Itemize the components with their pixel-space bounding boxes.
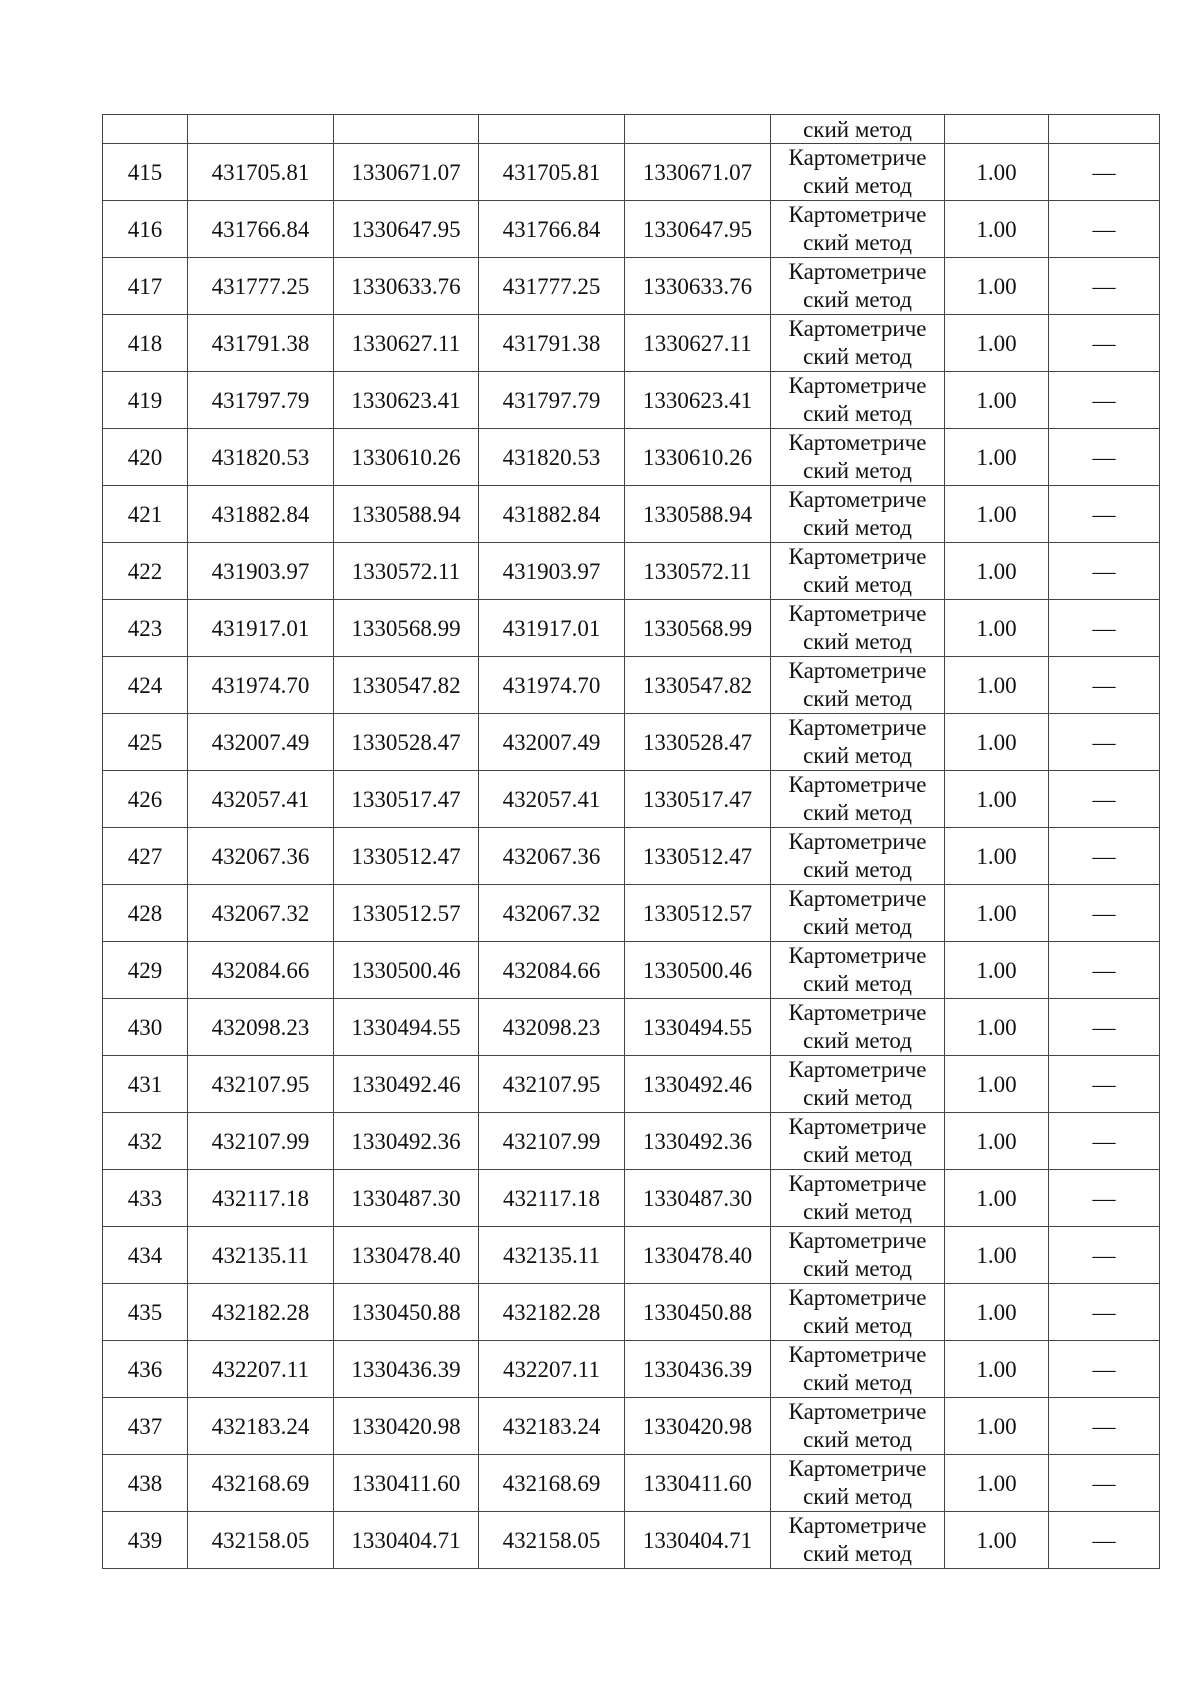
cell-note: —: [1049, 372, 1160, 429]
cell-note: —: [1049, 942, 1160, 999]
method-line2: ский метод: [803, 515, 912, 540]
cell-method: [771, 115, 945, 144]
cell-num: 426: [103, 771, 188, 828]
cell-num: 437: [103, 1398, 188, 1455]
cell-y2: 1330494.55: [625, 999, 771, 1056]
cell-y2: 1330512.47: [625, 828, 771, 885]
cell-num: 434: [103, 1227, 188, 1284]
method-line2: ский метод: [803, 572, 912, 597]
method-line1: Картометриче: [788, 487, 927, 512]
cell-accuracy: 1.00: [945, 1056, 1049, 1113]
method-line1: Картометриче: [788, 1228, 927, 1253]
cell-accuracy: 1.00: [945, 657, 1049, 714]
method-line2: ский метод: [803, 1427, 912, 1452]
method-line1: Картометриче: [788, 1285, 927, 1310]
cell-x2: 432117.18: [479, 1170, 625, 1227]
cell-note: —: [1049, 486, 1160, 543]
cell-y2: 1330623.41: [625, 372, 771, 429]
cell-x2: 431766.84: [479, 201, 625, 258]
cell-x2: 431777.25: [479, 258, 625, 315]
cell-method: [771, 429, 945, 486]
cell-note: —: [1049, 1170, 1160, 1227]
cell-y2: 1330450.88: [625, 1284, 771, 1341]
cell-num: 435: [103, 1284, 188, 1341]
cell-y2: 1330478.40: [625, 1227, 771, 1284]
cell-accuracy: 1.00: [945, 1284, 1049, 1341]
cell-accuracy: 1.00: [945, 486, 1049, 543]
cell-y2: 1330492.36: [625, 1113, 771, 1170]
cell-y2: 1330492.46: [625, 1056, 771, 1113]
cell-num: 419: [103, 372, 188, 429]
cell-note: —: [1049, 543, 1160, 600]
cell-accuracy: 1.00: [945, 429, 1049, 486]
cell-method: [771, 771, 945, 828]
cell-y2: 1330572.11: [625, 543, 771, 600]
cell-x1: 432107.99: [188, 1113, 334, 1170]
cell-y1: 1330494.55: [334, 999, 479, 1056]
cell-x2: 431791.38: [479, 315, 625, 372]
cell-y1: 1330404.71: [334, 1512, 479, 1569]
cell-x1: 431917.01: [188, 600, 334, 657]
table-row: [103, 1398, 1160, 1455]
cell-note: —: [1049, 600, 1160, 657]
cell-y1: 1330547.82: [334, 657, 479, 714]
cell-x2: 432067.32: [479, 885, 625, 942]
cell-y1: 1330411.60: [334, 1455, 479, 1512]
cell-num: 423: [103, 600, 188, 657]
cell-method: [771, 657, 945, 714]
cell-method: [771, 1227, 945, 1284]
cell-y1: 1330627.11: [334, 315, 479, 372]
method-line2: ский метод: [803, 1313, 912, 1338]
table-row: [103, 771, 1160, 828]
cell-x2: 431820.53: [479, 429, 625, 486]
cell-x2: 432168.69: [479, 1455, 625, 1512]
cell-x2: 431797.79: [479, 372, 625, 429]
cell-method: [771, 258, 945, 315]
cell-note: —: [1049, 828, 1160, 885]
cell-method: [771, 486, 945, 543]
cell-x2: 432135.11: [479, 1227, 625, 1284]
table-body: [103, 115, 1160, 1569]
cell-x2: [479, 115, 625, 144]
cell-num: 417: [103, 258, 188, 315]
table-row: [103, 201, 1160, 258]
cell-method: [771, 1284, 945, 1341]
cell-x2: 431903.97: [479, 543, 625, 600]
cell-num: 433: [103, 1170, 188, 1227]
method-line2: ский метод: [803, 1085, 912, 1110]
cell-num: 432: [103, 1113, 188, 1170]
cell-accuracy: 1.00: [945, 828, 1049, 885]
method-line2: ский метод: [803, 401, 912, 426]
cell-x2: 431705.81: [479, 144, 625, 201]
cell-x1: 431820.53: [188, 429, 334, 486]
cell-accuracy: 1.00: [945, 315, 1049, 372]
method-line2: ский метод: [803, 857, 912, 882]
cell-method: [771, 1056, 945, 1113]
method-line1: Картометриче: [788, 1399, 927, 1424]
cell-accuracy: 1.00: [945, 201, 1049, 258]
method-line1: Картометриче: [788, 886, 927, 911]
method-line1: Картометриче: [788, 316, 927, 341]
cell-method: [771, 999, 945, 1056]
cell-y2: [625, 115, 771, 144]
method-line2: ский метод: [803, 1028, 912, 1053]
cell-y1: 1330450.88: [334, 1284, 479, 1341]
method-line2: ский метод: [803, 800, 912, 825]
table-row: [103, 486, 1160, 543]
cell-y2: 1330487.30: [625, 1170, 771, 1227]
cell-accuracy: 1.00: [945, 942, 1049, 999]
cell-accuracy: 1.00: [945, 1227, 1049, 1284]
cell-x1: 431705.81: [188, 144, 334, 201]
cell-x2: 432182.28: [479, 1284, 625, 1341]
table-row: [103, 1284, 1160, 1341]
cell-accuracy: 1.00: [945, 372, 1049, 429]
cell-y1: 1330610.26: [334, 429, 479, 486]
cell-method: [771, 1170, 945, 1227]
method-line1: Картометриче: [788, 202, 927, 227]
cell-x2: 431882.84: [479, 486, 625, 543]
cell-note: —: [1049, 714, 1160, 771]
cell-x2: 432207.11: [479, 1341, 625, 1398]
cell-note: —: [1049, 201, 1160, 258]
method-line2: ский метод: [803, 1142, 912, 1167]
method-line2: ский метод: [803, 1370, 912, 1395]
cell-y2: 1330568.99: [625, 600, 771, 657]
cell-y1: 1330500.46: [334, 942, 479, 999]
cell-note: —: [1049, 429, 1160, 486]
cell-y1: 1330436.39: [334, 1341, 479, 1398]
method-line2: ский метод: [803, 1484, 912, 1509]
cell-y1: 1330633.76: [334, 258, 479, 315]
table-row: [103, 1341, 1160, 1398]
table-row: [103, 315, 1160, 372]
method-line2: ский метод: [803, 686, 912, 711]
cell-method: [771, 144, 945, 201]
cell-num: 421: [103, 486, 188, 543]
method-line2: ский метод: [803, 230, 912, 255]
cell-num: 430: [103, 999, 188, 1056]
cell-x1: 432183.24: [188, 1398, 334, 1455]
cell-x2: 432084.66: [479, 942, 625, 999]
cell-x1: 431766.84: [188, 201, 334, 258]
cell-y2: 1330512.57: [625, 885, 771, 942]
cell-x1: 432098.23: [188, 999, 334, 1056]
cell-method: [771, 372, 945, 429]
cell-y2: 1330647.95: [625, 201, 771, 258]
cell-y1: 1330671.07: [334, 144, 479, 201]
method-line2: ский метод: [803, 173, 912, 198]
cell-num: 431: [103, 1056, 188, 1113]
continuation-row: [103, 115, 1160, 144]
cell-x1: 432135.11: [188, 1227, 334, 1284]
cell-x2: 432057.41: [479, 771, 625, 828]
table-row: [103, 1170, 1160, 1227]
cell-x2: 432183.24: [479, 1398, 625, 1455]
cell-accuracy: 1.00: [945, 1170, 1049, 1227]
cell-y1: 1330623.41: [334, 372, 479, 429]
cell-note: —: [1049, 1455, 1160, 1512]
method-line1: Картометриче: [788, 1057, 927, 1082]
cell-y1: 1330647.95: [334, 201, 479, 258]
cell-num: 427: [103, 828, 188, 885]
table-row: [103, 372, 1160, 429]
cell-method: [771, 1455, 945, 1512]
cell-method: [771, 543, 945, 600]
cell-num: 416: [103, 201, 188, 258]
cell-method: [771, 828, 945, 885]
cell-accuracy: 1.00: [945, 258, 1049, 315]
cell-y1: 1330492.46: [334, 1056, 479, 1113]
cell-x2: 432107.95: [479, 1056, 625, 1113]
cell-accuracy: 1.00: [945, 1512, 1049, 1569]
method-line1: Картометриче: [788, 1342, 927, 1367]
table-row: [103, 600, 1160, 657]
cell-note: —: [1049, 999, 1160, 1056]
cell-y2: 1330671.07: [625, 144, 771, 201]
cell-note: —: [1049, 1227, 1160, 1284]
cell-y1: 1330512.57: [334, 885, 479, 942]
method-tail: ский метод: [803, 117, 912, 142]
cell-method: [771, 1113, 945, 1170]
cell-y2: 1330436.39: [625, 1341, 771, 1398]
cell-y2: 1330547.82: [625, 657, 771, 714]
cell-num: 424: [103, 657, 188, 714]
cell-x1: 432084.66: [188, 942, 334, 999]
cell-y2: 1330411.60: [625, 1455, 771, 1512]
table-row: [103, 543, 1160, 600]
cell-note: —: [1049, 657, 1160, 714]
cell-accuracy: 1.00: [945, 543, 1049, 600]
method-line1: Картометриче: [788, 373, 927, 398]
cell-x1: 431882.84: [188, 486, 334, 543]
method-line2: ский метод: [803, 344, 912, 369]
table-row: [103, 714, 1160, 771]
method-line1: Картометриче: [788, 943, 927, 968]
cell-x2: 432007.49: [479, 714, 625, 771]
cell-note: —: [1049, 1512, 1160, 1569]
method-line1: Картометриче: [788, 145, 927, 170]
table-row: [103, 657, 1160, 714]
cell-y1: 1330568.99: [334, 600, 479, 657]
table-row: [103, 999, 1160, 1056]
cell-y1: 1330478.40: [334, 1227, 479, 1284]
table-row: [103, 1227, 1160, 1284]
cell-x1: 432182.28: [188, 1284, 334, 1341]
method-line2: ский метод: [803, 1199, 912, 1224]
cell-accuracy: 1.00: [945, 600, 1049, 657]
cell-num: 422: [103, 543, 188, 600]
coordinates-table: [102, 114, 1160, 1569]
cell-x1: 432067.32: [188, 885, 334, 942]
cell-x1: 432107.95: [188, 1056, 334, 1113]
cell-method: [771, 1398, 945, 1455]
method-line1: Картометриче: [788, 829, 927, 854]
cell-x1: 432007.49: [188, 714, 334, 771]
table-row: [103, 1113, 1160, 1170]
cell-y2: 1330420.98: [625, 1398, 771, 1455]
table-row: [103, 828, 1160, 885]
cell-y1: 1330528.47: [334, 714, 479, 771]
method-line2: ский метод: [803, 1541, 912, 1566]
cell-x1: [188, 115, 334, 144]
table-row: [103, 1056, 1160, 1113]
cell-num: 415: [103, 144, 188, 201]
cell-y1: 1330487.30: [334, 1170, 479, 1227]
cell-accuracy: 1.00: [945, 1341, 1049, 1398]
cell-method: [771, 315, 945, 372]
cell-y2: 1330528.47: [625, 714, 771, 771]
cell-y2: 1330588.94: [625, 486, 771, 543]
cell-y1: 1330492.36: [334, 1113, 479, 1170]
cell-method: [771, 714, 945, 771]
cell-x1: 432207.11: [188, 1341, 334, 1398]
cell-accuracy: 1.00: [945, 885, 1049, 942]
cell-num: 429: [103, 942, 188, 999]
cell-y2: 1330517.47: [625, 771, 771, 828]
cell-method: [771, 1512, 945, 1569]
method-line2: ский метод: [803, 458, 912, 483]
cell-y1: [334, 115, 479, 144]
cell-accuracy: 1.00: [945, 1455, 1049, 1512]
cell-x1: 431903.97: [188, 543, 334, 600]
cell-num: 436: [103, 1341, 188, 1398]
cell-x2: 431974.70: [479, 657, 625, 714]
cell-accuracy: 1.00: [945, 771, 1049, 828]
method-line1: Картометриче: [788, 658, 927, 683]
method-line1: Картометриче: [788, 1513, 927, 1538]
method-line1: Картометриче: [788, 259, 927, 284]
cell-note: —: [1049, 771, 1160, 828]
method-line1: Картометриче: [788, 1456, 927, 1481]
cell-x1: 432158.05: [188, 1512, 334, 1569]
cell-y1: 1330512.47: [334, 828, 479, 885]
table-row: [103, 258, 1160, 315]
cell-accuracy: 1.00: [945, 144, 1049, 201]
method-line1: Картометриче: [788, 1114, 927, 1139]
cell-accuracy: 1.00: [945, 1398, 1049, 1455]
cell-method: [771, 600, 945, 657]
cell-x1: 432057.41: [188, 771, 334, 828]
cell-method: [771, 942, 945, 999]
cell-method: [771, 1341, 945, 1398]
cell-x2: 432158.05: [479, 1512, 625, 1569]
method-line2: ский метод: [803, 629, 912, 654]
table-row: [103, 1455, 1160, 1512]
cell-note: —: [1049, 1056, 1160, 1113]
cell-y1: 1330420.98: [334, 1398, 479, 1455]
cell-accuracy: 1.00: [945, 1113, 1049, 1170]
cell-x2: 432098.23: [479, 999, 625, 1056]
method-line2: ский метод: [803, 1256, 912, 1281]
cell-note: —: [1049, 1284, 1160, 1341]
cell-num: 438: [103, 1455, 188, 1512]
cell-x1: 432117.18: [188, 1170, 334, 1227]
cell-y1: 1330572.11: [334, 543, 479, 600]
cell-method: [771, 885, 945, 942]
cell-x2: 432107.99: [479, 1113, 625, 1170]
cell-note: —: [1049, 1341, 1160, 1398]
cell-num: 420: [103, 429, 188, 486]
method-line1: Картометриче: [788, 430, 927, 455]
method-line2: ский метод: [803, 971, 912, 996]
cell-num: 439: [103, 1512, 188, 1569]
cell-method: [771, 201, 945, 258]
cell-y2: 1330404.71: [625, 1512, 771, 1569]
cell-x1: 432168.69: [188, 1455, 334, 1512]
method-line1: Картометриче: [788, 1000, 927, 1025]
method-line2: ский метод: [803, 914, 912, 939]
cell-y2: 1330633.76: [625, 258, 771, 315]
method-line1: Картометриче: [788, 715, 927, 740]
table-row: [103, 885, 1160, 942]
cell-y1: 1330588.94: [334, 486, 479, 543]
cell-accuracy: 1.00: [945, 999, 1049, 1056]
cell-note: —: [1049, 315, 1160, 372]
cell-note: —: [1049, 1398, 1160, 1455]
cell-y2: 1330500.46: [625, 942, 771, 999]
method-line1: Картометриче: [788, 1171, 927, 1196]
cell-x1: 431974.70: [188, 657, 334, 714]
cell-x1: 431797.79: [188, 372, 334, 429]
cell-note: —: [1049, 144, 1160, 201]
cell-num: [103, 115, 188, 144]
cell-num: 425: [103, 714, 188, 771]
cell-num: 428: [103, 885, 188, 942]
cell-note: [1049, 115, 1160, 144]
table-row: [103, 429, 1160, 486]
cell-y2: 1330627.11: [625, 315, 771, 372]
cell-x1: 431791.38: [188, 315, 334, 372]
cell-note: —: [1049, 258, 1160, 315]
cell-num: 418: [103, 315, 188, 372]
method-line1: Картометриче: [788, 601, 927, 626]
cell-x1: 432067.36: [188, 828, 334, 885]
cell-x1: 431777.25: [188, 258, 334, 315]
table-row: [103, 144, 1160, 201]
method-line2: ский метод: [803, 743, 912, 768]
cell-x2: 431917.01: [479, 600, 625, 657]
cell-y1: 1330517.47: [334, 771, 479, 828]
table-row: [103, 1512, 1160, 1569]
method-line1: Картометриче: [788, 544, 927, 569]
cell-note: —: [1049, 885, 1160, 942]
table-row: [103, 942, 1160, 999]
cell-accuracy: [945, 115, 1049, 144]
method-line1: Картометриче: [788, 772, 927, 797]
method-line2: ский метод: [803, 287, 912, 312]
cell-y2: 1330610.26: [625, 429, 771, 486]
cell-note: —: [1049, 1113, 1160, 1170]
cell-accuracy: 1.00: [945, 714, 1049, 771]
cell-x2: 432067.36: [479, 828, 625, 885]
